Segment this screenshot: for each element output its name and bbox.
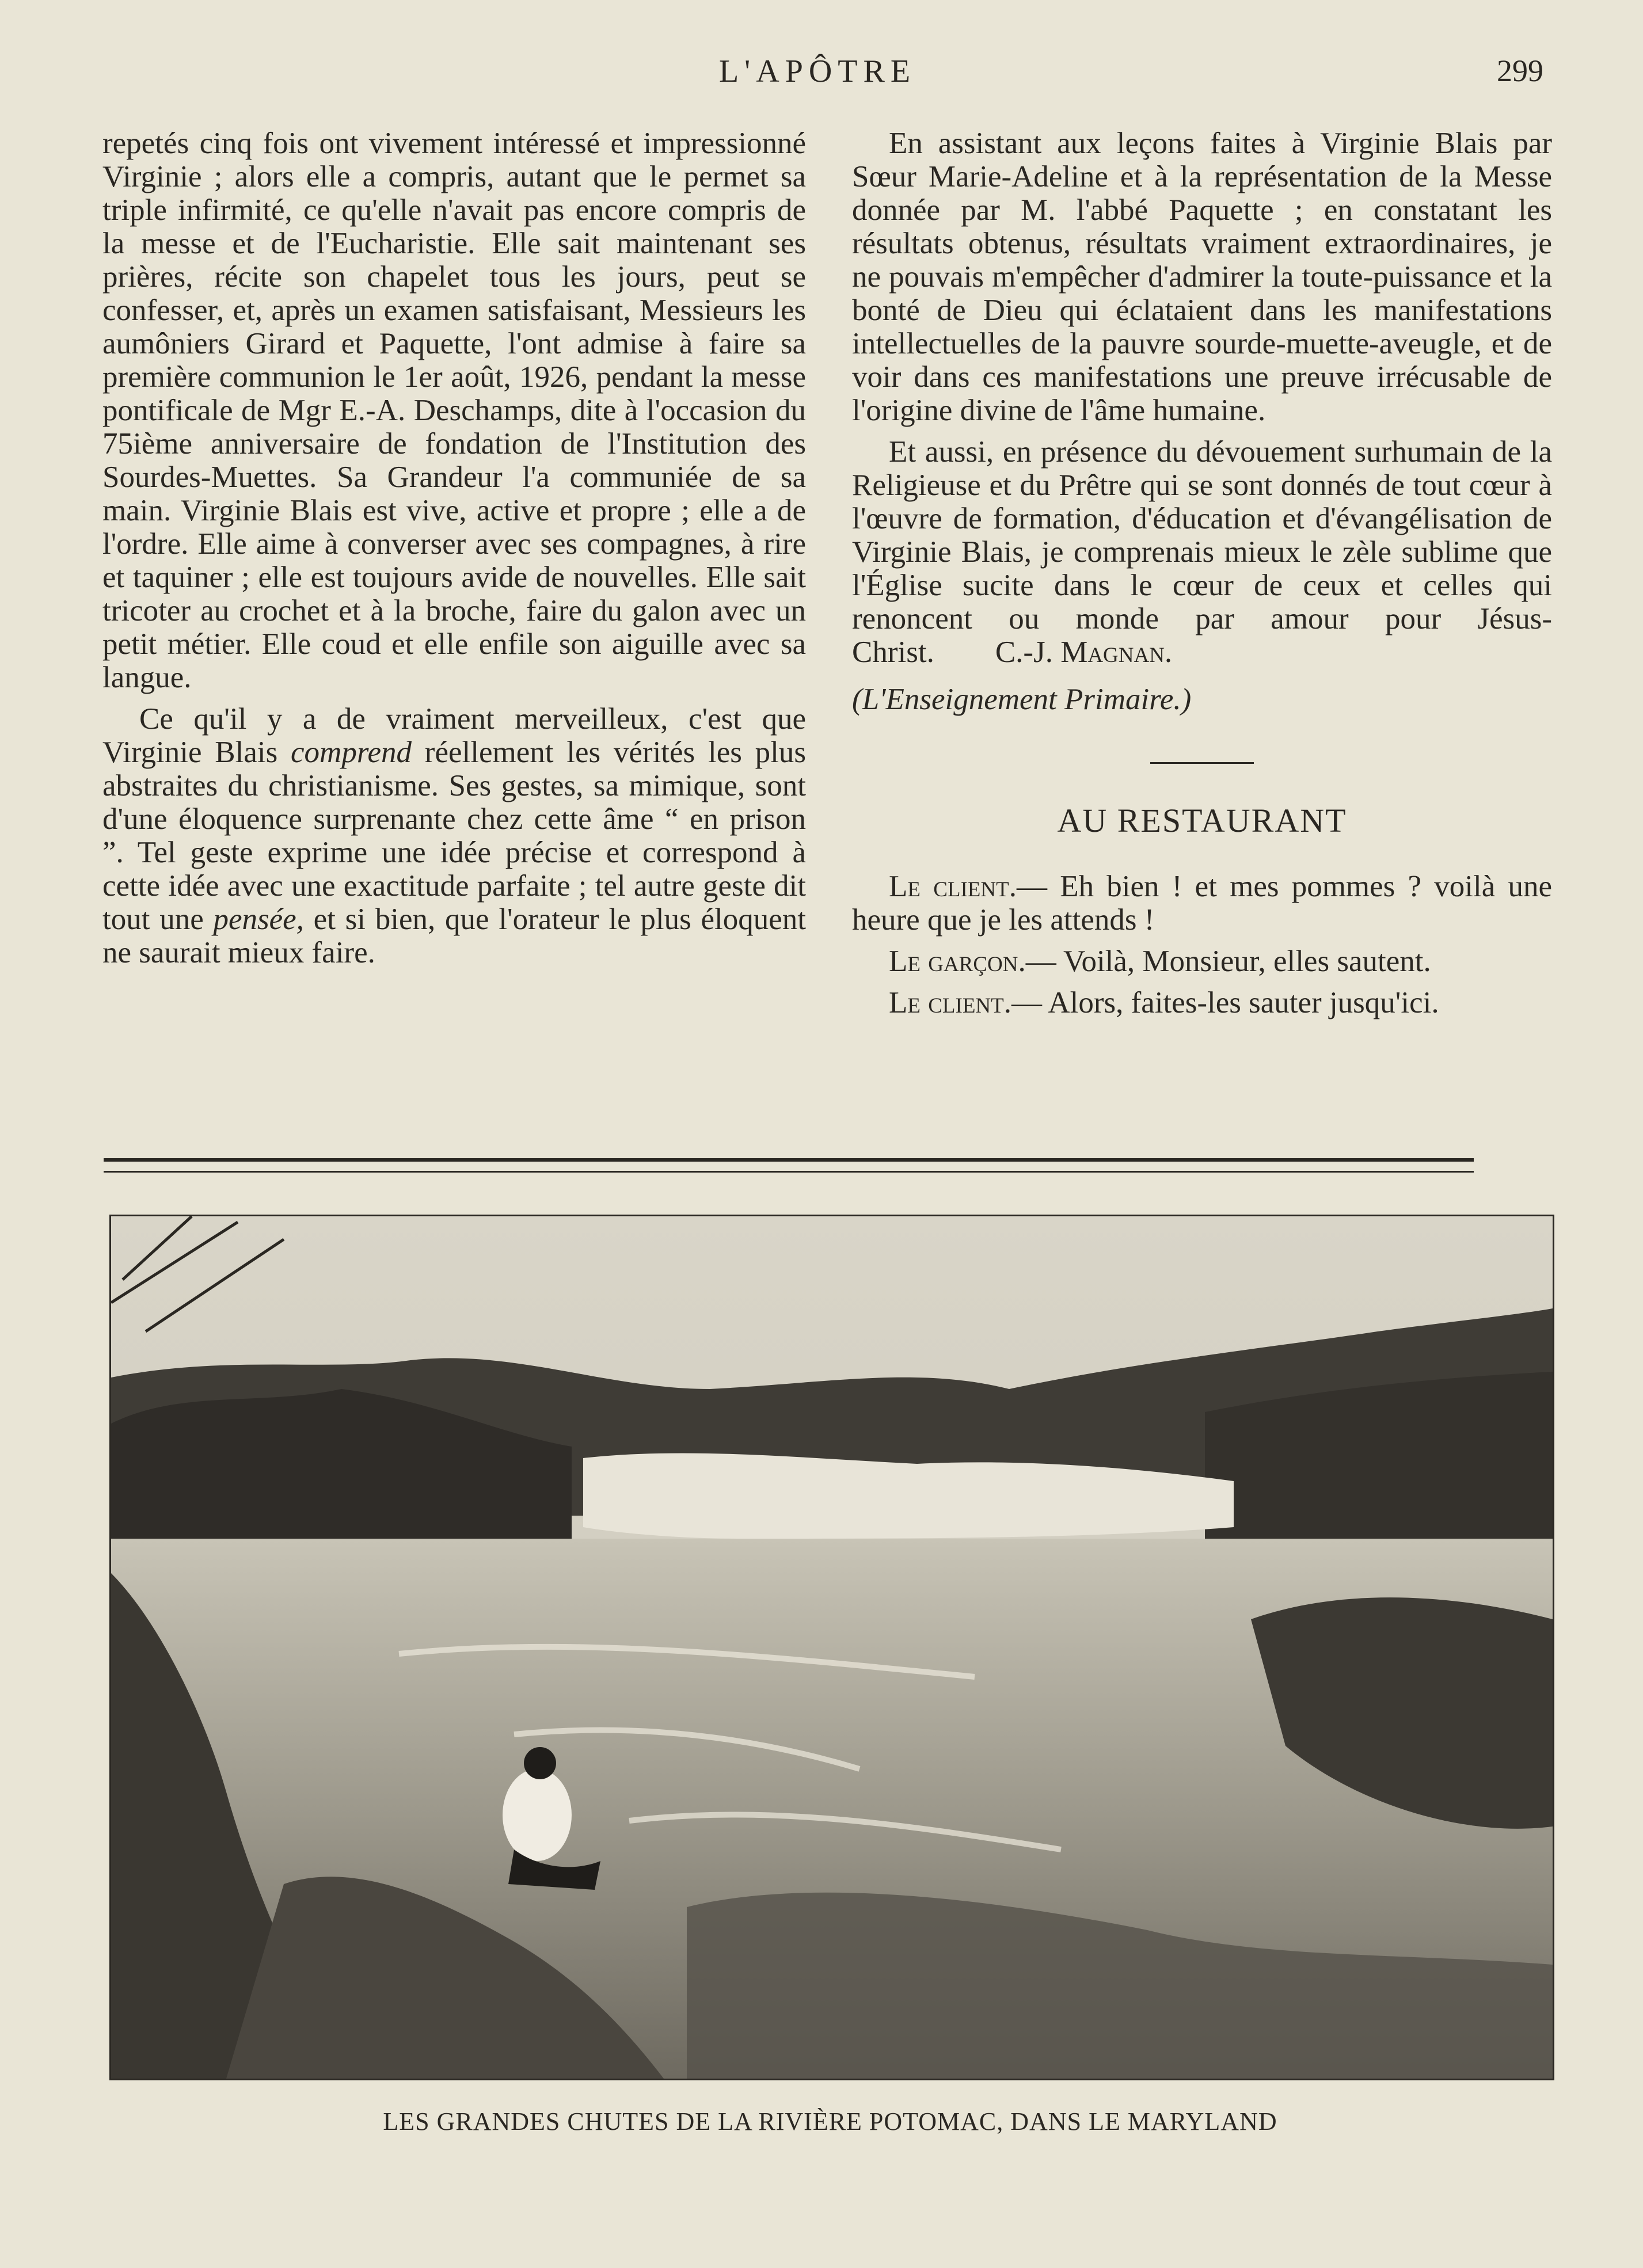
waterfall-photograph — [109, 1215, 1554, 2080]
left-paragraph-2 — [102, 702, 806, 969]
dialogue-speaker: Le client.— — [889, 870, 1047, 903]
text-run: Ce qu'il y a de vraiment merveilleux, c'est que Virginie Blais — [102, 702, 806, 769]
dialogue-line-1 — [852, 870, 1552, 937]
emphasis-pensee: pensée, — [213, 903, 304, 936]
section-separator — [1150, 762, 1254, 764]
text-run: et si bien, que l'orateur le plus éloquent ne saurait mieux faire. — [102, 903, 806, 969]
right-column — [852, 127, 1552, 1019]
dialogue-text: Eh bien ! et mes pommes ? voilà une heure que je les attends ! — [852, 870, 1552, 937]
left-column — [102, 127, 806, 969]
dialogue-speaker: Le client.— — [889, 986, 1042, 1019]
waterfall-illustration — [111, 1216, 1553, 2079]
text-run: réellement les vérités les plus abstraites du christianisme. Ses gestes, sa mimique, sont d'une éloquence surprenante chez cette âme “ en prison ”. Tel geste exprime une idée précise et correspond à cette idée avec une exactitude parfaite ; tel autre geste dit tout une — [102, 736, 806, 936]
dialogue-line-3 — [852, 986, 1552, 1019]
dialogue-speaker: Le garçon.— — [889, 945, 1056, 978]
page-number: 299 — [1497, 54, 1543, 88]
double-rule-divider — [104, 1158, 1474, 1173]
text-run: Et aussi, en présence du dévouement surhumain de la Religieuse et du Prêtre qui se sont donnés de tout cœur à l'œuvre de formation, d'éducation et d'évangélisation de Virginie Blais, je comprenais mieux le zèle sublime que l'Église sucite dans le cœur de ceux et celles qui renoncent ou monde par amour pour Jésus-Christ. — [852, 435, 1552, 669]
right-paragraph-2 — [852, 435, 1552, 669]
dialogue-text: Alors, faites-les sauter jusqu'ici. — [1042, 986, 1439, 1019]
dialogue-line-2 — [852, 945, 1552, 978]
author-signature: C.-J. Magnan. — [995, 636, 1173, 669]
left-paragraph-1: repetés cinq fois ont vivement intéressé et impressionné Virginie ; alors elle a compris, autant que le permet sa triple infirmité, ce qu'elle n'avait pas encore compris de la messe et de l'Eucharistie. Elle sait maintenant ses prières, récite son chapelet tous les jours, peut se confesser, et, après un examen satisfaisant, Messieurs les aumôniers Girard et Paquette, l'ont admise à faire sa première communion le 1er août, 1926, pendant la messe pontificale de Mgr E.-A. Deschamps, dite à l'occasion du 75ième anniversaire de fondation de l'Institution des Sourdes-Muettes. Sa Grandeur l'a communiée de sa main. Virginie Blais est vive, active et propre ; elle a de l'ordre. Elle aime à converser avec ses compagnes, à rire et taquiner ; elle est toujours avide de nouvelles. Elle sait tricoter au crochet et à la broche, faire du galon avec un petit métier. Elle coud et elle enfile son aiguille avec sa langue. — [102, 127, 806, 694]
dialogue-text: Voilà, Monsieur, elles sautent. — [1056, 945, 1431, 978]
running-title: L'APÔTRE — [718, 54, 916, 89]
source-citation: (L'Enseignement Primaire.) — [852, 683, 1192, 716]
section-heading: AU RESTAURANT — [1057, 802, 1347, 839]
photo-caption: LES GRANDES CHUTES DE LA RIVIÈRE POTOMAC, DANS LE MARYLAND — [383, 2107, 1277, 2136]
right-paragraph-1: En assistant aux leçons faites à Virginie Blais par Sœur Marie-Adeline et à la représentation de la Messe donnée par M. l'abbé Paquette ; en constatant les résultats obtenus, résultats vraiment extraordinaires, je ne pouvais m'empêcher d'admirer la toute-puissance et la bonté de Dieu qui éclataient dans les manifestations intellectuelles de la pauvre sourde-muette-aveugle, et de voir dans ces manifestations une preuve irrécusable de l'origine divine de l'âme humaine. — [852, 127, 1552, 427]
emphasis-comprend: comprend — [291, 736, 412, 769]
